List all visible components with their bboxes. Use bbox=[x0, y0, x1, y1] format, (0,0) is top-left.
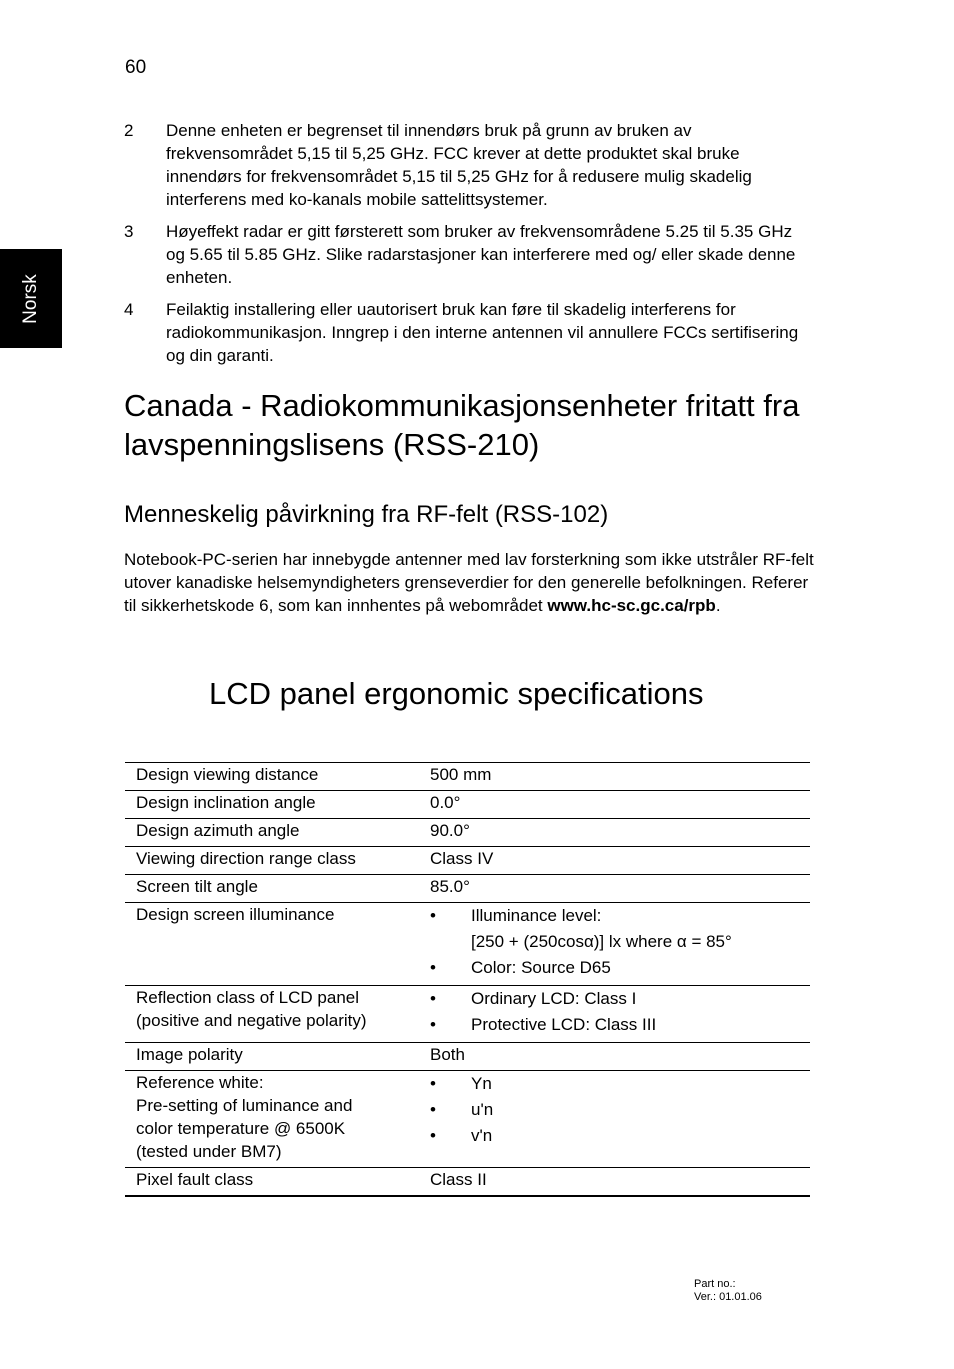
spec-value: Class II bbox=[419, 1168, 810, 1197]
note-text: Denne enheten er begrenset til innendørs bruk på grunn av bruken av frekvensområdet 5,15 til 5,25 GHz. FCC krever at dette produktet skal bruke innendørs for frekvensområdet 5,15 til 5,25 GHz for å redusere mulig skadelig interferens med ko-kanals mobile sattelittsystemer. bbox=[166, 121, 752, 209]
bullet-item: • Protective LCD: Class III bbox=[430, 1012, 806, 1038]
spec-label: Design screen illuminance bbox=[125, 903, 419, 986]
rf-exposure-heading: Menneskelig påvirkning fra RF-felt (RSS-102) bbox=[124, 501, 609, 528]
spec-value: 500 mm bbox=[419, 763, 810, 791]
table-row bbox=[125, 986, 810, 1043]
spec-label: Design inclination angle bbox=[125, 791, 419, 819]
bullet-item: • Yn bbox=[430, 1071, 806, 1097]
side-tab-label: Norsk bbox=[20, 273, 41, 324]
bullet-list bbox=[430, 986, 806, 1038]
table-row bbox=[125, 875, 810, 903]
table-row bbox=[125, 903, 810, 986]
bullet-list bbox=[430, 1071, 806, 1149]
fcc-notes-list bbox=[124, 119, 814, 376]
spec-value bbox=[419, 1071, 810, 1168]
bullet-item: • u'n bbox=[430, 1097, 806, 1123]
version-number: Ver.: 01.01.06 bbox=[694, 1291, 762, 1303]
health-canada-link: www.hc-sc.gc.ca/rpb bbox=[547, 596, 716, 615]
spec-label bbox=[125, 986, 419, 1043]
lcd-specs-title: LCD panel ergonomic specifications bbox=[209, 676, 704, 711]
spec-label-line: (tested under BM7) bbox=[136, 1142, 282, 1161]
bullet-text: • Illuminance level: bbox=[471, 906, 602, 925]
table-row bbox=[125, 763, 810, 791]
bullet-item: • Color: Source D65 bbox=[430, 955, 806, 981]
note-text: Høyeffekt radar er gitt førsterett som bruker av frekvensområdene 5.25 til 5.35 GHz og 5.65 til 5.85 GHz. Slike radarstasjoner kan interferere med og/ eller skade denne enheten. bbox=[166, 222, 796, 287]
table-row bbox=[125, 791, 810, 819]
page-footer bbox=[694, 1278, 762, 1304]
spec-label: Image polarity bbox=[125, 1043, 419, 1071]
spec-label: Screen tilt angle bbox=[125, 875, 419, 903]
bullet-item bbox=[430, 903, 806, 955]
rf-paragraph-text: Notebook-PC-serien har innebygde antenner med lav forsterkning som ikke utstråler RF-felt utover kanadiske helsemyndigheters grenseverdier for den generelle befolkningen. Referer til sikkerhetskode 6, som kan innhentes på webområdet bbox=[124, 550, 814, 615]
spec-value: 0.0° bbox=[419, 791, 810, 819]
page-number: 60 bbox=[125, 57, 147, 78]
note-item bbox=[124, 220, 814, 289]
spec-label: Viewing direction range class bbox=[125, 847, 419, 875]
table-row bbox=[125, 1043, 810, 1071]
spec-label: Pixel fault class bbox=[125, 1168, 419, 1197]
bullet-text: [250 + (250cosα)] lx where α = 85° bbox=[471, 932, 732, 951]
bullet-list bbox=[430, 903, 806, 981]
note-number: 2 bbox=[124, 121, 134, 140]
table-row bbox=[125, 1168, 810, 1197]
spec-label-line: Reflection class of LCD panel bbox=[136, 988, 360, 1007]
rf-exposure-paragraph bbox=[124, 548, 814, 617]
spec-value bbox=[419, 986, 810, 1043]
canada-heading: Canada - Radiokommunikasjonsenheter fritatt fra lavspenningslisens (RSS-210) bbox=[124, 388, 800, 462]
part-number: Part no.: bbox=[694, 1278, 736, 1290]
rf-paragraph-period: . bbox=[715, 596, 721, 615]
table-row bbox=[125, 847, 810, 875]
note-number: 4 bbox=[124, 300, 134, 319]
spec-label-line: (positive and negative polarity) bbox=[136, 1011, 367, 1030]
note-number: 3 bbox=[124, 222, 134, 241]
spec-label: Design viewing distance bbox=[125, 763, 419, 791]
table-row bbox=[125, 819, 810, 847]
spec-label-line: color temperature @ 6500K bbox=[136, 1119, 346, 1138]
spec-label-line: Pre-setting of luminance and bbox=[136, 1096, 353, 1115]
language-side-tab bbox=[0, 249, 62, 348]
spec-value: Class IV bbox=[419, 847, 810, 875]
lcd-spec-table bbox=[125, 762, 810, 1197]
note-item bbox=[124, 298, 814, 367]
spec-label: Design azimuth angle bbox=[125, 819, 419, 847]
spec-value: 85.0° bbox=[419, 875, 810, 903]
spec-value: 90.0° bbox=[419, 819, 810, 847]
bullet-item: • v'n bbox=[430, 1123, 806, 1149]
note-item bbox=[124, 119, 814, 211]
spec-label-line: Reference white: bbox=[136, 1073, 264, 1092]
note-text: Feilaktig installering eller uautorisert bruk kan føre til skadelig interferens for radiokommunikasjon. Inngrep i den interne antennen vil annullere FCCs sertifisering og din garanti. bbox=[166, 300, 799, 365]
bullet-item: • Ordinary LCD: Class I bbox=[430, 986, 806, 1012]
spec-value: Both bbox=[419, 1043, 810, 1071]
spec-label bbox=[125, 1071, 419, 1168]
spec-value bbox=[419, 903, 810, 986]
table-row bbox=[125, 1071, 810, 1168]
